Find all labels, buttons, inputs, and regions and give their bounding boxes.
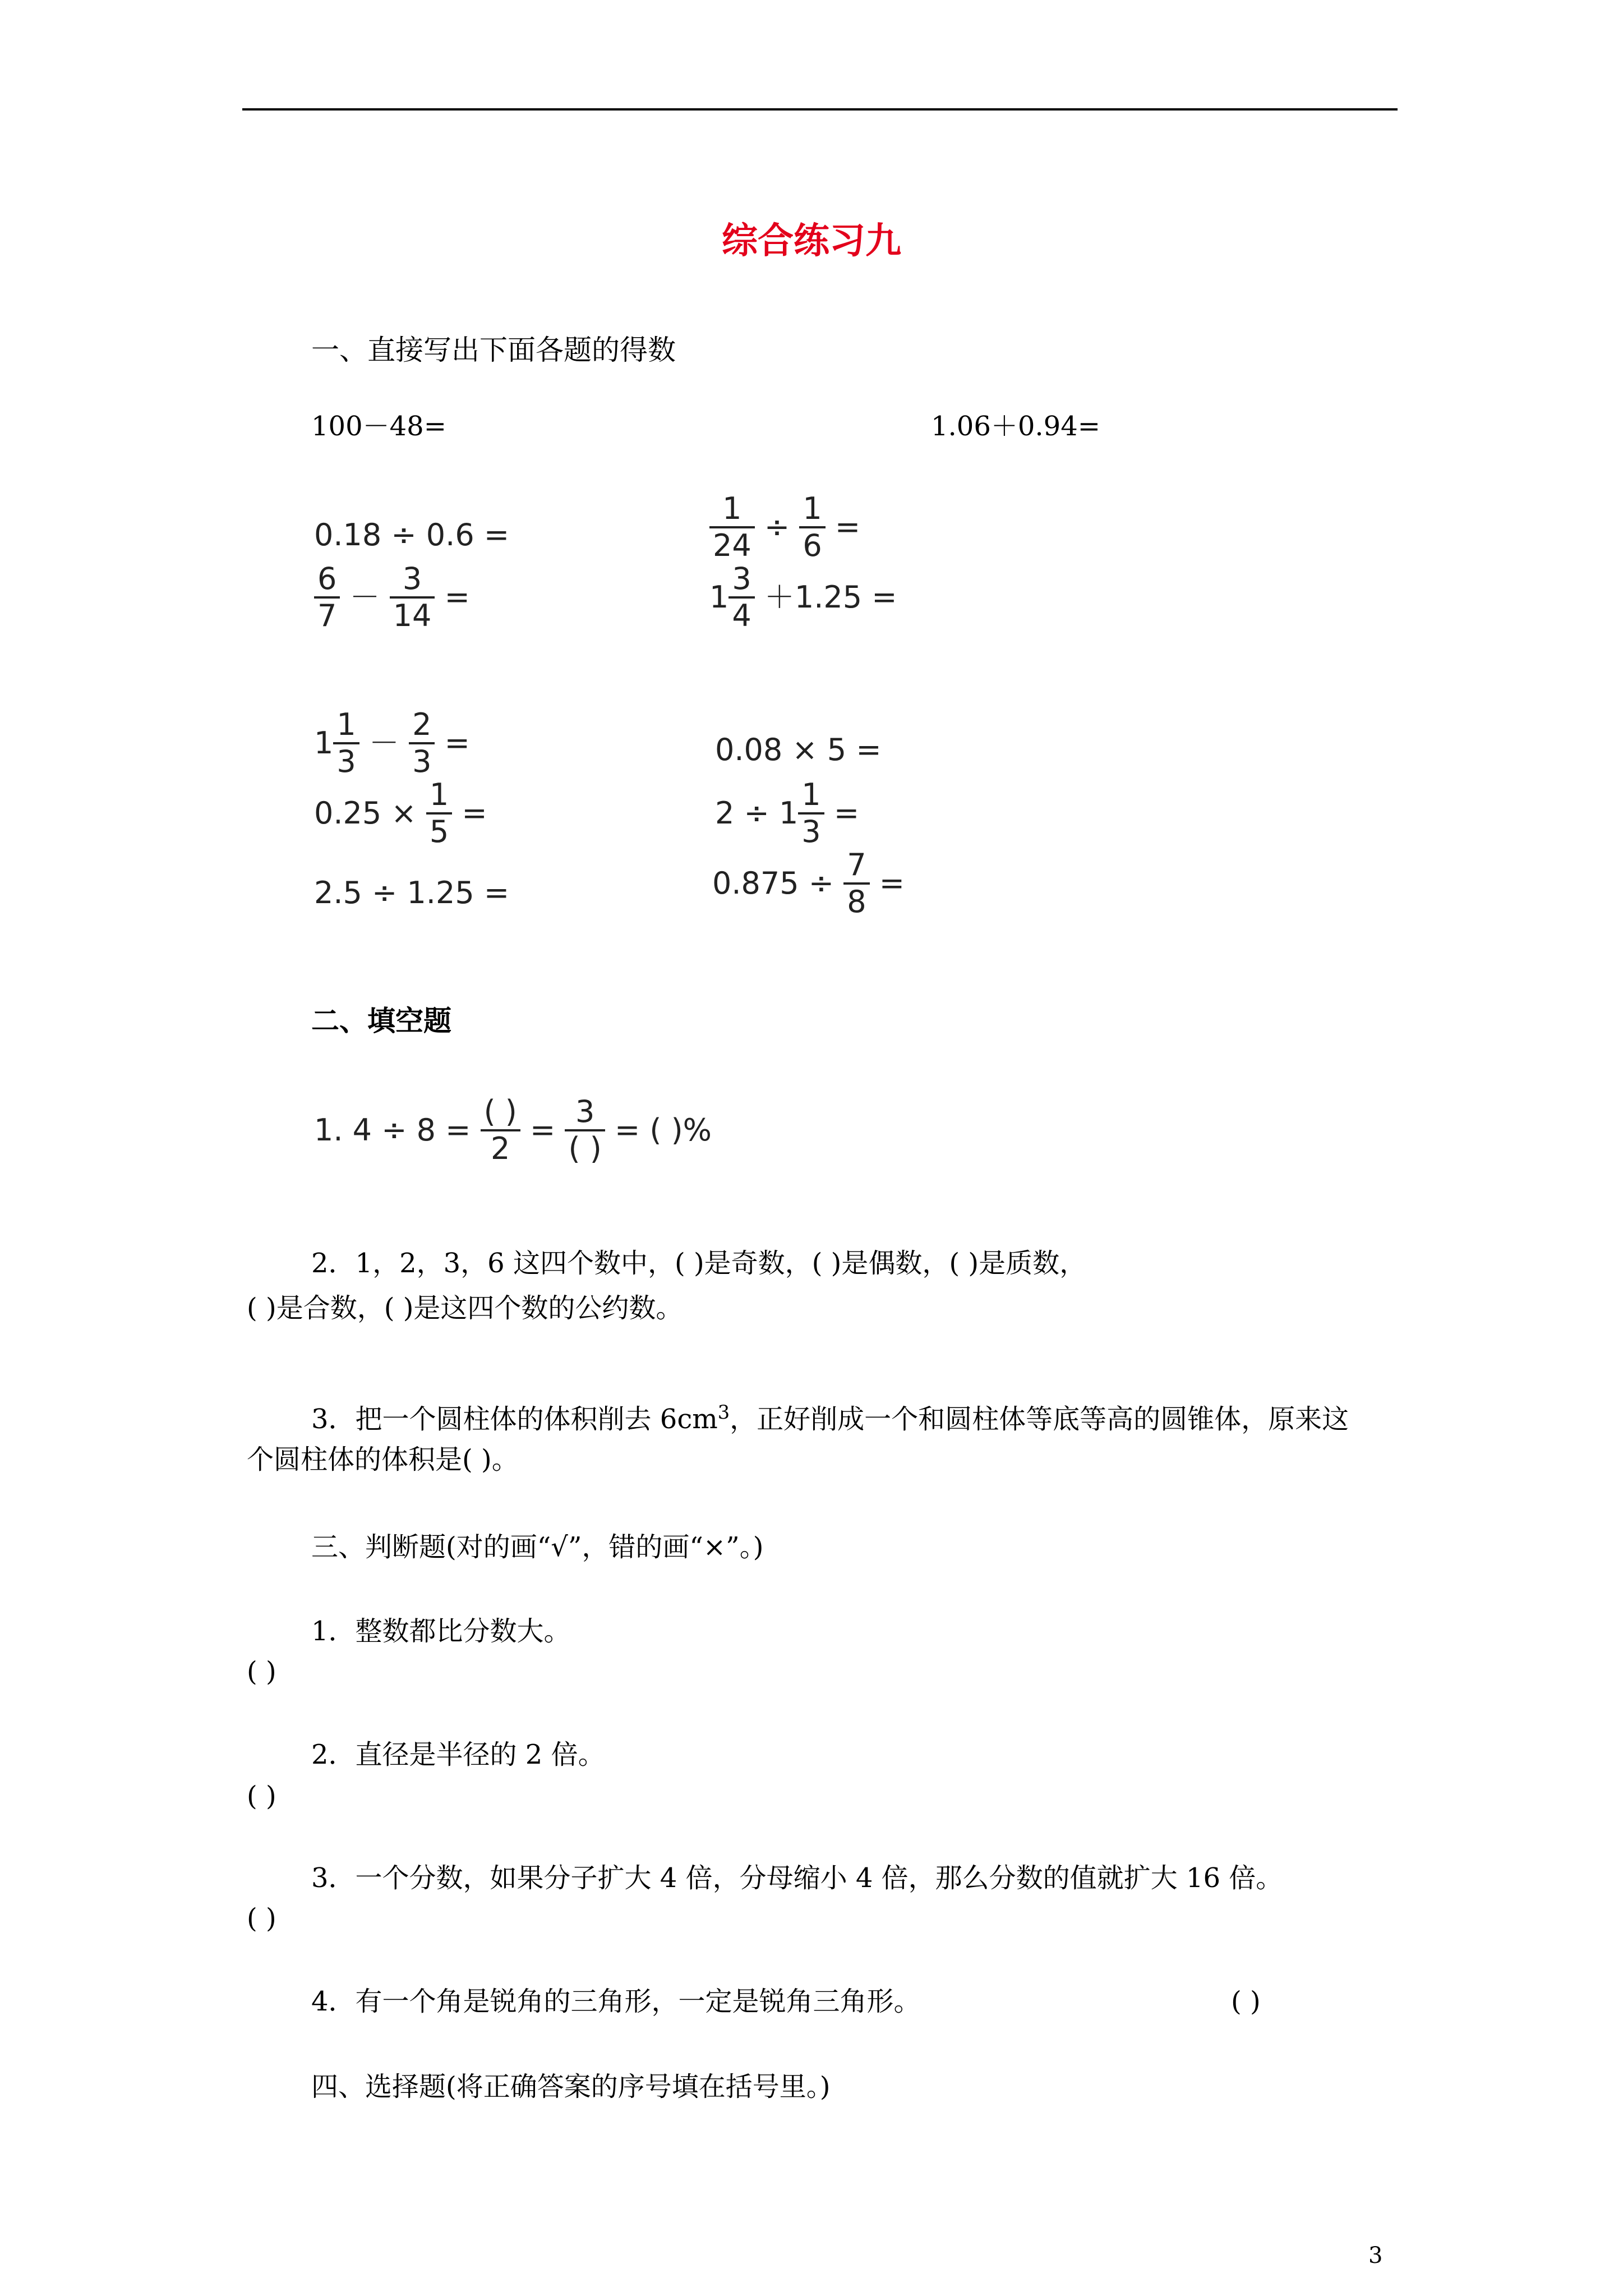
s2-q3-line2: 个圆柱体的体积是( )。 [247,1444,519,1475]
s2-q3-line1: 3．把一个圆柱体的体积削去 $6cm^3$，正好削成一个和圆柱体等底等高的圆锥体，原来这 [311,1401,1349,1435]
s1-q4: $\frac{1}{24}$ ÷ $\frac{1}{6}$ = [709,494,860,561]
s1-q1: 100－48= [311,411,446,442]
s1-q10: 2 ÷ 1 $\frac{1}{3}$ = [715,777,860,849]
s1-q6: 1 $\frac{3}{4}$ ＋1.25 = [709,561,897,633]
s1-q3: 0.18 ÷ 0.6 = [314,517,510,553]
s1-q12: 0.875 ÷ $\frac{7}{8}$ = [712,847,905,919]
page-number: 3 [1368,2243,1383,2269]
s3-item3-answer[interactable]: ( ) [247,1903,276,1934]
s3-item2-answer[interactable]: ( ) [247,1780,276,1812]
s1-q2: 1.06＋0.94= [931,411,1100,442]
s3-item2-text: 2．直径是半径的 2 倍。 [311,1739,605,1770]
s3-item3-text: 3．一个分数，如果分子扩大 4 倍，分母缩小 4 倍，那么分数的值就扩大 16 倍。 [311,1862,1283,1894]
s1-q7: 1 $\frac{1}{3}$ － $\frac{2}{3}$ = [314,707,470,779]
page-title: 综合练习九 [722,220,901,262]
header-rule [242,108,1398,111]
s1-q5: $\frac{6}{7}$ － $\frac{3}{14}$ = [314,564,470,631]
section1-heading: 一、直接写出下面各题的得数 [311,334,676,366]
section3-heading: 三、判断题(对的画“√”，错的画“×”。) [311,1531,764,1563]
s1-q8: 0.08 × 5 = [715,732,882,767]
s2-q2-line2: ( )是合数，( )是这四个数的公约数。 [247,1292,683,1324]
s1-q11: 2.5 ÷ 1.25 = [314,875,510,910]
s3-item4-answer[interactable]: ( ) [1231,1986,1261,2017]
section2-heading: 二、填空题 [311,1004,451,1037]
s1-q9: 0.25 × $\frac{1}{5}$ = [314,777,487,849]
s2-q2-line1: 2．1，2，3，6 这四个数中，( )是奇数，( )是偶数，( )是质数， [311,1248,1087,1279]
s3-item1-text: 1．整数都比分数大。 [311,1616,571,1647]
section4-heading: 四、选择题(将正确答案的序号填在括号里。) [311,2071,831,2102]
s3-item4-text: 4．有一个角是锐角的三角形，一定是锐角三角形。 [311,1986,921,2017]
s2-q1: 1. 4 ÷ 8 = $\frac{( )}{2}$ = $\frac{3}{( )}$ = ( )% [314,1094,712,1166]
s3-item1-answer[interactable]: ( ) [247,1656,276,1687]
